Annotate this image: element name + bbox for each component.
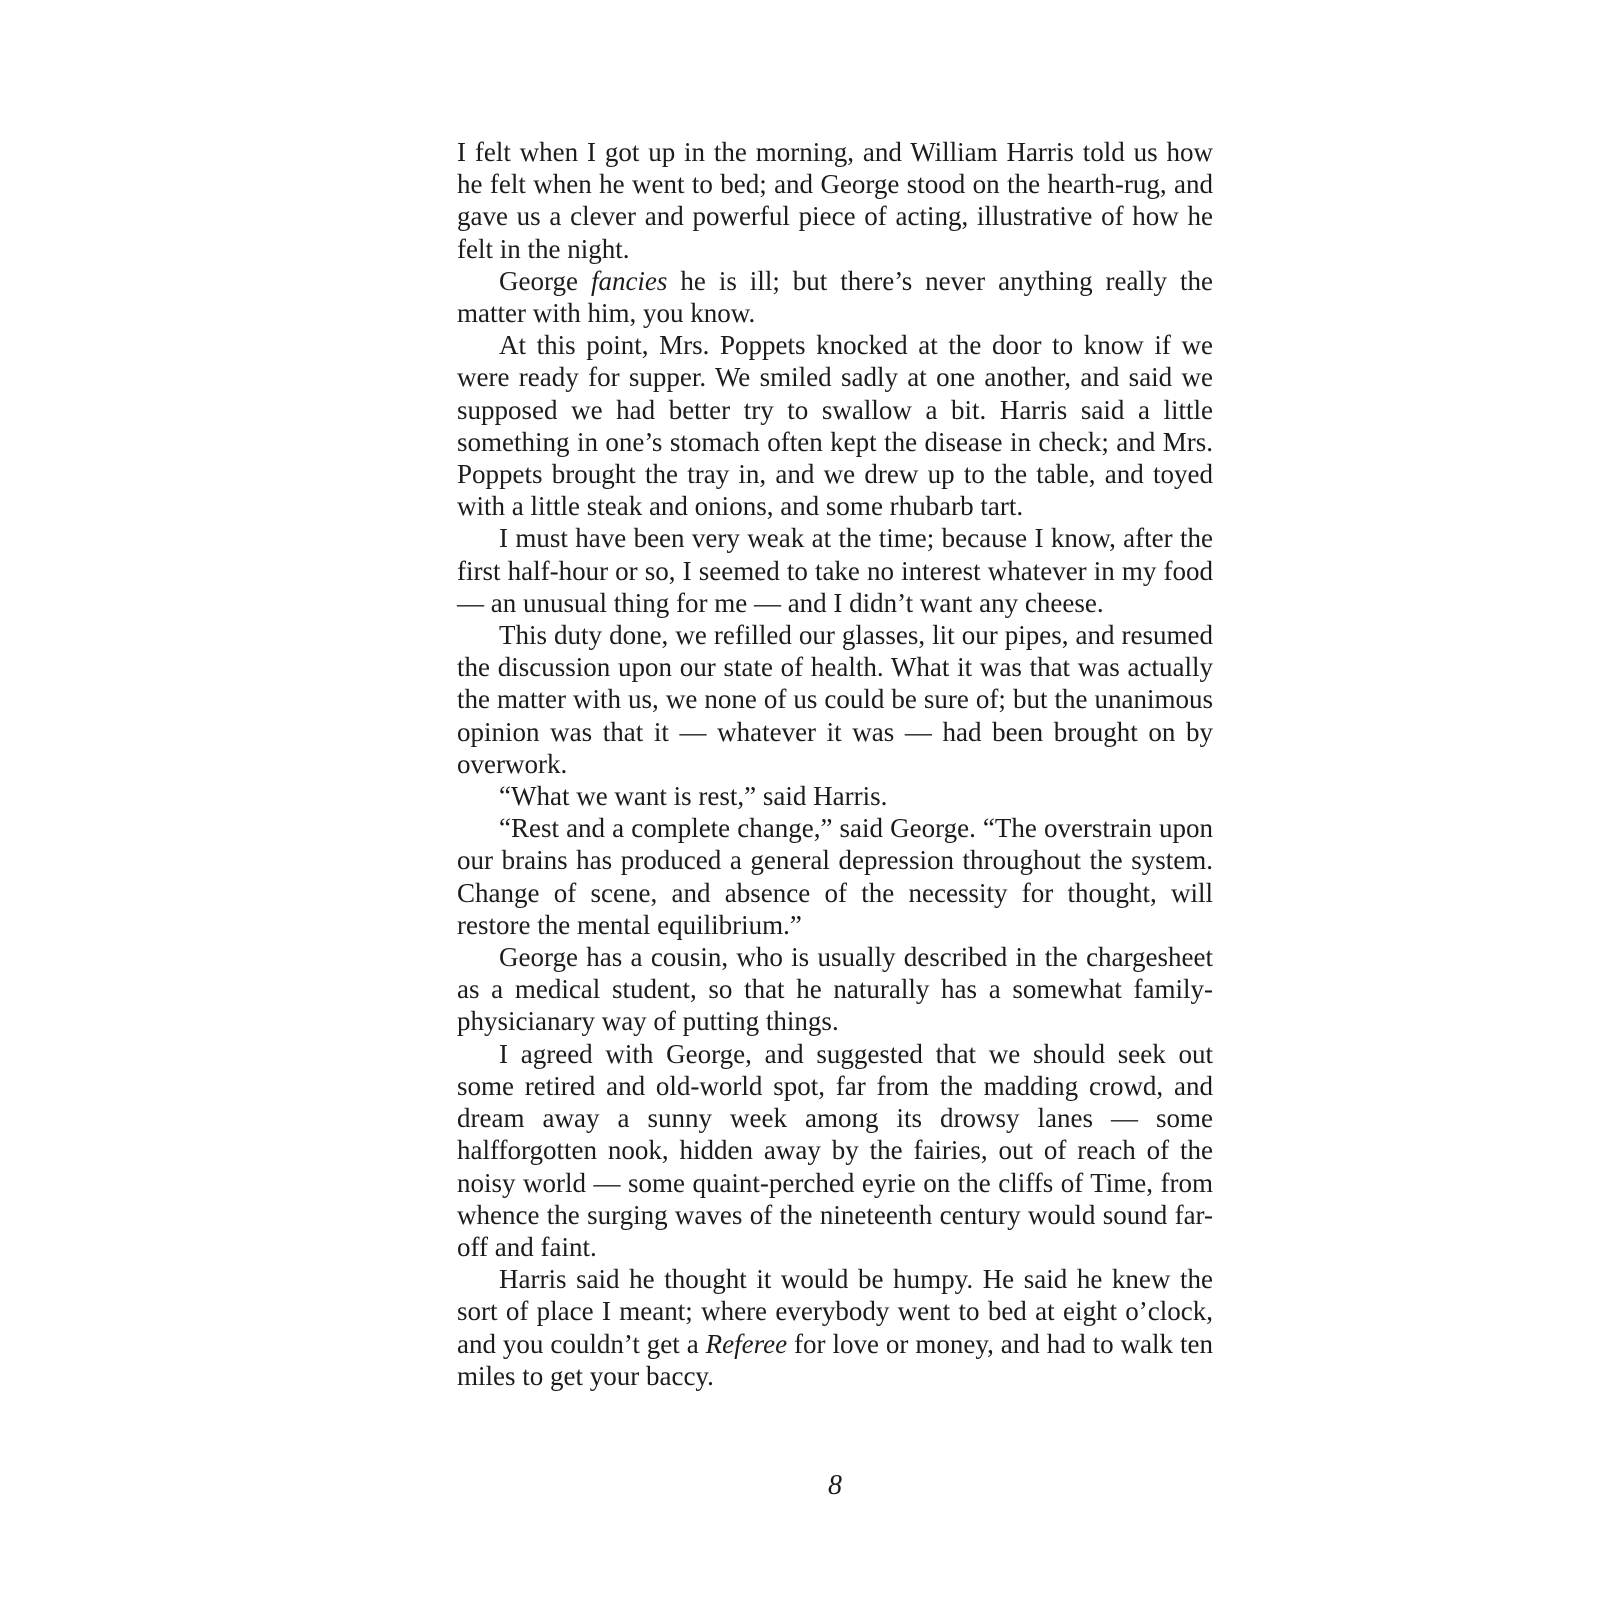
paragraph xyxy=(457,941,1213,1038)
text-run: he is ill; but there’s never anything really the matter with him, you know. xyxy=(457,265,1213,329)
paragraph xyxy=(457,265,1213,329)
page-number: 8 xyxy=(828,1470,842,1501)
paragraph xyxy=(457,329,1213,522)
text-run: At this point, Mrs. Poppets knocked at the door to know if we were ready for supper. We smiled sadly at one another, and said we supposed we had better try to swallow a bit. Harris said a little something in one’s stomach often kept the disease in check; and Mrs. Poppets brought the tray in, and we drew up to the table, and toyed with a little steak and onions, and some rhubarb tart. xyxy=(457,330,1213,522)
page-body xyxy=(457,136,1213,1392)
italic-text: fancies xyxy=(590,265,668,296)
paragraph xyxy=(457,780,1213,812)
paragraph xyxy=(457,812,1213,941)
text-run: I must have been very weak at the time; because I know, after the first half-hour or so, I seemed to take no interest whatever in my food — an unusual thing for me — and I didn’t want any cheese. xyxy=(457,523,1213,618)
text-run: Harris said he thought it would be humpy. He said he knew the sort of place I meant; where everybody went to bed at eight o’clock, and you couldn’t get a xyxy=(457,1264,1213,1359)
text-run: This duty done, we refilled our glasses, lit our pipes, and resumed the discussion upon our state of health. What it was that was actually the matter with us, we none of us could be sure of; but the unanimous opinion was that it — whatever it was — had been brought on by overwork. xyxy=(457,620,1213,779)
paragraph xyxy=(457,1263,1213,1392)
paragraph xyxy=(457,1038,1213,1263)
italic-text: Referee xyxy=(705,1328,788,1359)
text-run: I felt when I got up in the morning, and William Harris told us how he felt when he went to bed; and George stood on the hearth-rug, and gave us a clever and powerful piece of acting, illustrative of how he felt in the night. xyxy=(457,137,1213,264)
text-run: George xyxy=(499,265,591,296)
text-run: “What we want is rest,” said Harris. xyxy=(499,781,888,812)
paragraph xyxy=(457,136,1213,265)
text-run: I agreed with George, and suggested that we should seek out some retired and old-world spot, far from the madding crowd, and dream away a sunny week among its drowsy lanes — some halfforgotten nook, hidden away by the fairies, out of reach of the noisy world — some quaint-perched eyrie on the cliffs of Time, from whence the surging waves of the nineteenth century would sound far-off and faint. xyxy=(457,1038,1213,1262)
paragraph xyxy=(457,619,1213,780)
paragraph xyxy=(457,522,1213,619)
text-run: for love or money, and had to walk ten miles to get your baccy. xyxy=(457,1328,1213,1391)
text-run: George has a cousin, who is usually described in the chargesheet as a medical student, so that he naturally has a somewhat family-physicianary way of putting things. xyxy=(457,942,1213,1037)
text-run: “Rest and a complete change,” said George. “The overstrain upon our brains has produced a general depression throughout the system. Change of scene, and absence of the necessity for thought, will restore the mental equilibrium.” xyxy=(457,813,1213,940)
